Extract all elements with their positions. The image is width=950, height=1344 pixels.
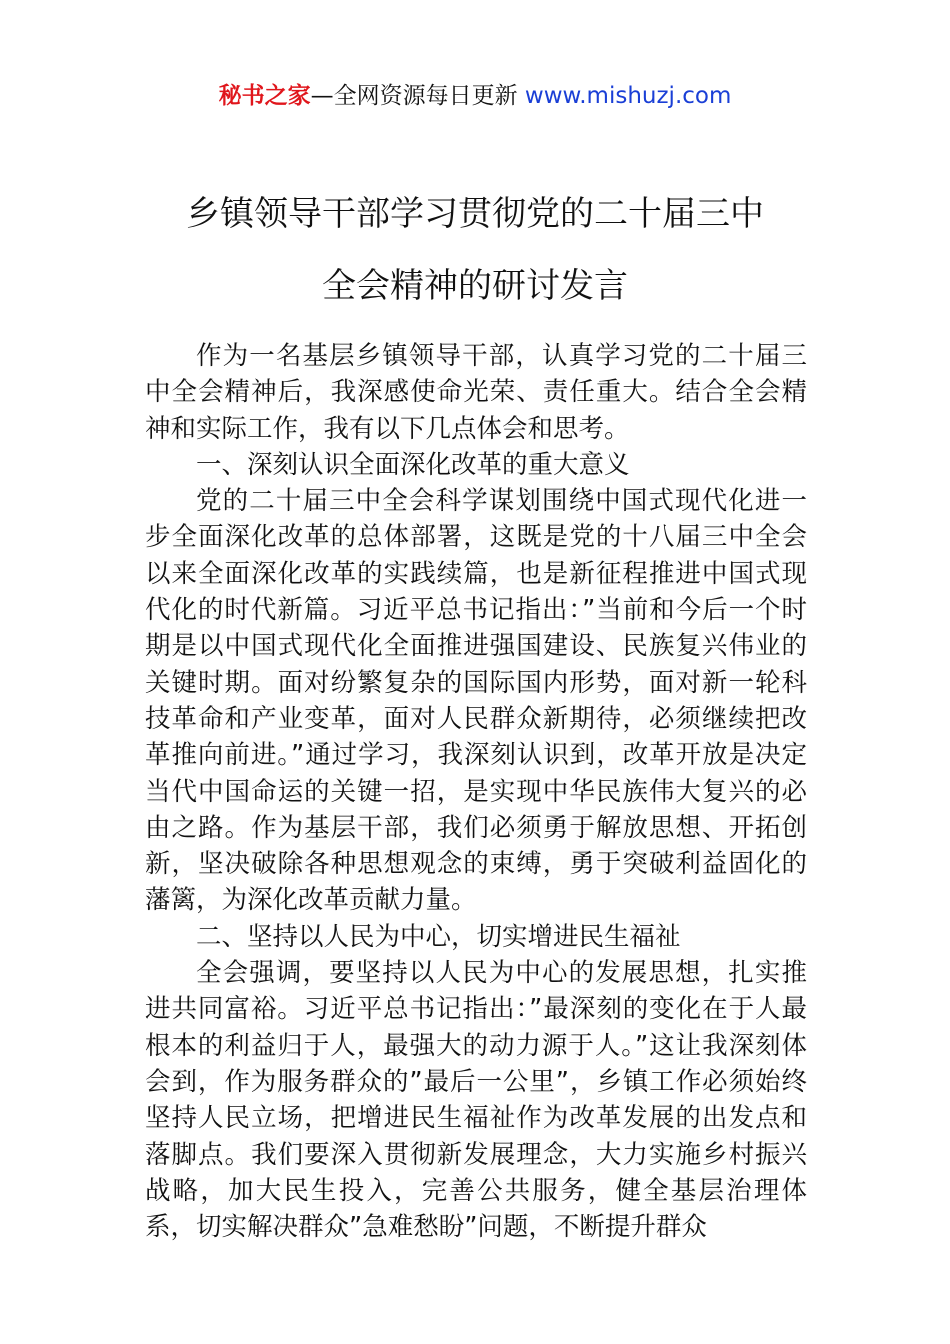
paragraph-intro: 作为一名基层乡镇领导干部，认真学习党的二十届三中全会精神后，我深感使命光荣、责任重大。结合全会精神和实际工作，我有以下几点体会和思考。 <box>145 341 807 444</box>
paragraph-section-1: 党的二十届三中全会科学谋划围绕中国式现代化进一步全面深化改革的总体部署，这既是党的十八届三中全会以来全面深化改革的实践续篇，也是新征程推进中国式现代化的时代新篇。习近平总书记指出：”当前和今后一个时期是以中国式现代化全面推进强国建设、民族复兴伟业的关键时期。面对纷繁复杂的国际国内形势，面对新一轮科技革命和产业变革，面对人民群众新期待，必须继续把改革推向前进。”通过学习，我深刻认识到，改革开放是决定当代中国命运的关键一招，是实现中华民族伟大复兴的必由之路。作为基层干部，我们必须勇于解放思想、开拓创新，坚决破除各种思想观念的束缚，勇于突破利益固化的藩篱，为深化改革贡献力量。 <box>145 486 807 916</box>
header-url[interactable]: www.mishuzj.com <box>524 83 732 109</box>
title-line-2: 全会精神的研讨发言 <box>322 266 628 306</box>
title-line-1: 乡镇领导干部学习贯彻党的二十届三中 <box>186 194 764 234</box>
brand-name: 秘书之家 <box>218 83 311 109</box>
section-heading-1: 一、深刻认识全面深化改革的重大意义 <box>196 449 630 480</box>
document-title <box>0 178 950 322</box>
section-heading-2: 二、坚持以人民为中心，切实增进民生福祉 <box>196 921 681 952</box>
site-header <box>0 82 950 110</box>
paragraph-section-2: 全会强调，要坚持以人民为中心的发展思想，扎实推进共同富裕。习近平总书记指出：”最深刻的变化在于人最根本的利益归于人，最强大的动力源于人。”这让我深刻体会到，作为服务群众的”最后一公里”，乡镇工作必须始终坚持人民立场，把增进民生福祉作为改革发展的出发点和落脚点。我们要深入贯彻新发展理念，大力实施乡村振兴战略，加大民生投入，完善公共服务，健全基层治理体系，切实解决群众”急难愁盼”问题，不断提升群众 <box>145 958 807 1243</box>
header-tagline: —全网资源每日更新 <box>310 83 525 109</box>
document-body <box>145 338 807 1245</box>
